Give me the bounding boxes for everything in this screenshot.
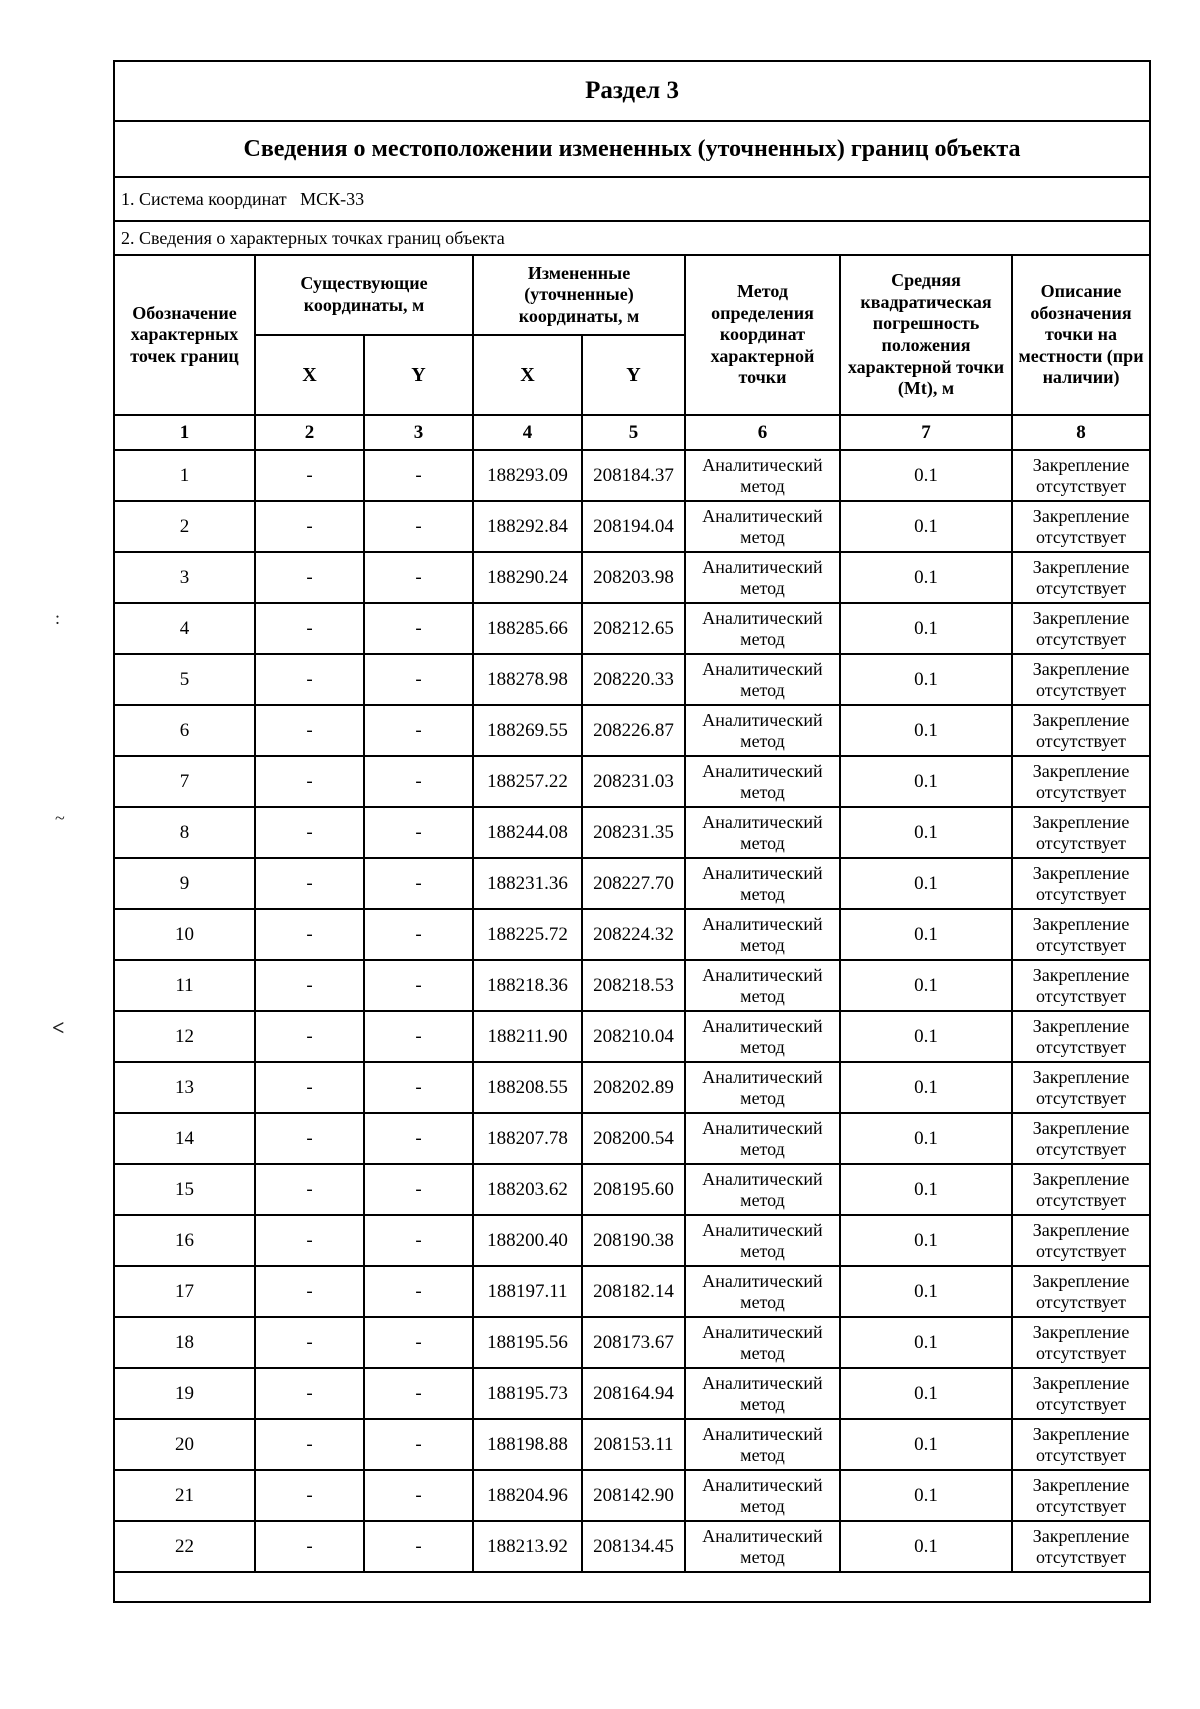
cell-existing-y: -	[364, 1419, 473, 1470]
cell-changed-x: 188218.36	[473, 960, 582, 1011]
header-method: Метод определения координат характерной точки	[685, 255, 840, 415]
cell-changed-x: 188200.40	[473, 1215, 582, 1266]
cell-point-number: 7	[114, 756, 255, 807]
cell-existing-y: -	[364, 960, 473, 1011]
cell-changed-y: 208202.89	[582, 1062, 685, 1113]
cell-description: Закрепление отсутствует	[1012, 960, 1150, 1011]
cell-changed-y: 208184.37	[582, 450, 685, 501]
header-existing-x: X	[255, 335, 364, 415]
section-title: Раздел 3	[114, 61, 1150, 121]
cell-changed-x: 188290.24	[473, 552, 582, 603]
cell-error: 0.1	[840, 552, 1012, 603]
table-row	[114, 501, 1150, 552]
cell-changed-y: 208226.87	[582, 705, 685, 756]
cell-point-number: 18	[114, 1317, 255, 1368]
cell-error: 0.1	[840, 450, 1012, 501]
cell-changed-y: 208164.94	[582, 1368, 685, 1419]
cell-existing-x: -	[255, 1266, 364, 1317]
cell-changed-x: 188195.56	[473, 1317, 582, 1368]
header-existing-y: Y	[364, 335, 473, 415]
cell-existing-y: -	[364, 501, 473, 552]
cell-description: Закрепление отсутствует	[1012, 1011, 1150, 1062]
cell-changed-y: 208218.53	[582, 960, 685, 1011]
cell-existing-x: -	[255, 1164, 364, 1215]
cell-point-number: 8	[114, 807, 255, 858]
cell-point-number: 9	[114, 858, 255, 909]
table-row	[114, 1011, 1150, 1062]
table-row	[114, 450, 1150, 501]
cell-description: Закрепление отсутствует	[1012, 705, 1150, 756]
cell-changed-x: 188213.92	[473, 1521, 582, 1572]
margin-mark: <	[52, 1015, 65, 1040]
cell-existing-x: -	[255, 705, 364, 756]
header-changed-x: X	[473, 335, 582, 415]
cell-changed-y: 208224.32	[582, 909, 685, 960]
cell-changed-x: 188285.66	[473, 603, 582, 654]
cell-changed-y: 208194.04	[582, 501, 685, 552]
cell-point-number: 1	[114, 450, 255, 501]
cell-method: Аналитический метод	[685, 450, 840, 501]
table-row	[114, 1368, 1150, 1419]
cell-description: Закрепление отсутствует	[1012, 1470, 1150, 1521]
cell-existing-x: -	[255, 960, 364, 1011]
cell-error: 0.1	[840, 756, 1012, 807]
cell-point-number: 16	[114, 1215, 255, 1266]
header-existing-coords: Существующие координаты, м	[255, 255, 473, 335]
cell-existing-y: -	[364, 654, 473, 705]
cell-description: Закрепление отсутствует	[1012, 807, 1150, 858]
column-number: 7	[840, 415, 1012, 450]
cell-description: Закрепление отсутствует	[1012, 1266, 1150, 1317]
cell-existing-y: -	[364, 1317, 473, 1368]
table-row	[114, 1164, 1150, 1215]
cell-changed-y: 208203.98	[582, 552, 685, 603]
column-number: 1	[114, 415, 255, 450]
cell-error: 0.1	[840, 1419, 1012, 1470]
column-number: 8	[1012, 415, 1150, 450]
cell-changed-y: 208220.33	[582, 654, 685, 705]
cell-method: Аналитический метод	[685, 909, 840, 960]
cell-existing-x: -	[255, 1215, 364, 1266]
cell-point-number: 4	[114, 603, 255, 654]
cell-method: Аналитический метод	[685, 858, 840, 909]
cell-point-number: 11	[114, 960, 255, 1011]
cell-error: 0.1	[840, 858, 1012, 909]
cell-point-number: 6	[114, 705, 255, 756]
cell-point-number: 19	[114, 1368, 255, 1419]
cell-point-number: 17	[114, 1266, 255, 1317]
table-row	[114, 705, 1150, 756]
cell-changed-x: 188203.62	[473, 1164, 582, 1215]
cell-changed-x: 188257.22	[473, 756, 582, 807]
cell-description: Закрепление отсутствует	[1012, 603, 1150, 654]
cell-method: Аналитический метод	[685, 603, 840, 654]
cell-description: Закрепление отсутствует	[1012, 654, 1150, 705]
cell-changed-x: 188269.55	[473, 705, 582, 756]
cell-error: 0.1	[840, 501, 1012, 552]
cell-method: Аналитический метод	[685, 1062, 840, 1113]
cell-existing-x: -	[255, 1113, 364, 1164]
cell-changed-x: 188292.84	[473, 501, 582, 552]
table-row	[114, 1419, 1150, 1470]
cell-changed-x: 188208.55	[473, 1062, 582, 1113]
table-row	[114, 1317, 1150, 1368]
cell-description: Закрепление отсутствует	[1012, 858, 1150, 909]
cell-method: Аналитический метод	[685, 756, 840, 807]
cell-error: 0.1	[840, 1521, 1012, 1572]
table-footer	[114, 1572, 1150, 1602]
cell-point-number: 12	[114, 1011, 255, 1062]
table-row	[114, 552, 1150, 603]
table-row	[114, 1521, 1150, 1572]
header-description: Описание обозначения точки на местности (при наличии)	[1012, 255, 1150, 415]
cell-existing-x: -	[255, 1419, 364, 1470]
cell-method: Аналитический метод	[685, 1368, 840, 1419]
cell-method: Аналитический метод	[685, 1317, 840, 1368]
cell-existing-y: -	[364, 1011, 473, 1062]
cell-error: 0.1	[840, 1266, 1012, 1317]
column-number: 3	[364, 415, 473, 450]
cell-changed-x: 188195.73	[473, 1368, 582, 1419]
document-sheet	[113, 60, 1149, 1603]
cell-changed-x: 188244.08	[473, 807, 582, 858]
cell-changed-y: 208231.03	[582, 756, 685, 807]
cell-existing-y: -	[364, 858, 473, 909]
cell-method: Аналитический метод	[685, 654, 840, 705]
cell-description: Закрепление отсутствует	[1012, 450, 1150, 501]
cell-existing-x: -	[255, 450, 364, 501]
table-row	[114, 960, 1150, 1011]
cell-existing-x: -	[255, 603, 364, 654]
cell-error: 0.1	[840, 807, 1012, 858]
cell-point-number: 13	[114, 1062, 255, 1113]
cell-existing-x: -	[255, 654, 364, 705]
cell-changed-y: 208182.14	[582, 1266, 685, 1317]
cell-existing-x: -	[255, 1317, 364, 1368]
header-point-id: Обозначение характерных точек границ	[114, 255, 255, 415]
cell-existing-y: -	[364, 1062, 473, 1113]
cell-changed-x: 188207.78	[473, 1113, 582, 1164]
cell-existing-x: -	[255, 552, 364, 603]
cell-error: 0.1	[840, 1164, 1012, 1215]
cell-method: Аналитический метод	[685, 705, 840, 756]
cell-existing-y: -	[364, 1113, 473, 1164]
cell-description: Закрепление отсутствует	[1012, 1113, 1150, 1164]
cell-existing-y: -	[364, 603, 473, 654]
cell-description: Закрепление отсутствует	[1012, 1368, 1150, 1419]
cell-error: 0.1	[840, 705, 1012, 756]
cell-method: Аналитический метод	[685, 1164, 840, 1215]
cell-existing-x: -	[255, 1011, 364, 1062]
cell-error: 0.1	[840, 1317, 1012, 1368]
cell-existing-x: -	[255, 807, 364, 858]
cell-existing-x: -	[255, 858, 364, 909]
margin-mark: :	[55, 608, 61, 628]
cell-description: Закрепление отсутствует	[1012, 1215, 1150, 1266]
cell-existing-y: -	[364, 1164, 473, 1215]
cell-changed-y: 208134.45	[582, 1521, 685, 1572]
cell-existing-y: -	[364, 1266, 473, 1317]
cell-method: Аналитический метод	[685, 501, 840, 552]
column-number: 6	[685, 415, 840, 450]
cell-description: Закрепление отсутствует	[1012, 1164, 1150, 1215]
table-row	[114, 654, 1150, 705]
cell-existing-y: -	[364, 450, 473, 501]
cell-changed-x: 188278.98	[473, 654, 582, 705]
cell-changed-x: 188198.88	[473, 1419, 582, 1470]
cell-changed-y: 208227.70	[582, 858, 685, 909]
cell-existing-y: -	[364, 909, 473, 960]
cell-existing-x: -	[255, 501, 364, 552]
cell-changed-x: 188225.72	[473, 909, 582, 960]
table-row	[114, 1266, 1150, 1317]
table-row	[114, 603, 1150, 654]
cell-description: Закрепление отсутствует	[1012, 1521, 1150, 1572]
cell-point-number: 3	[114, 552, 255, 603]
cell-point-number: 22	[114, 1521, 255, 1572]
header-changed-y: Y	[582, 335, 685, 415]
cell-point-number: 10	[114, 909, 255, 960]
cell-method: Аналитический метод	[685, 1470, 840, 1521]
header-error: Средняя квадратическая погрешность положения характерной точки (Mt), м	[840, 255, 1012, 415]
table-row	[114, 1062, 1150, 1113]
cell-point-number: 21	[114, 1470, 255, 1521]
table-row	[114, 1113, 1150, 1164]
cell-method: Аналитический метод	[685, 1521, 840, 1572]
cell-error: 0.1	[840, 1470, 1012, 1521]
cell-existing-x: -	[255, 1470, 364, 1521]
cell-changed-x: 188231.36	[473, 858, 582, 909]
cell-method: Аналитический метод	[685, 1113, 840, 1164]
cell-description: Закрепление отсутствует	[1012, 909, 1150, 960]
cell-error: 0.1	[840, 1011, 1012, 1062]
cell-changed-y: 208231.35	[582, 807, 685, 858]
cell-existing-x: -	[255, 1368, 364, 1419]
cell-changed-y: 208195.60	[582, 1164, 685, 1215]
table-row	[114, 1470, 1150, 1521]
cell-changed-y: 208153.11	[582, 1419, 685, 1470]
cell-error: 0.1	[840, 960, 1012, 1011]
cell-point-number: 5	[114, 654, 255, 705]
cell-description: Закрепление отсутствует	[1012, 1419, 1150, 1470]
cell-description: Закрепление отсутствует	[1012, 1317, 1150, 1368]
cell-method: Аналитический метод	[685, 1266, 840, 1317]
cell-changed-x: 188197.11	[473, 1266, 582, 1317]
table-row	[114, 909, 1150, 960]
table-row	[114, 756, 1150, 807]
column-number: 2	[255, 415, 364, 450]
cell-changed-y: 208142.90	[582, 1470, 685, 1521]
cell-existing-y: -	[364, 807, 473, 858]
cell-existing-y: -	[364, 1368, 473, 1419]
table-row	[114, 807, 1150, 858]
cell-error: 0.1	[840, 1062, 1012, 1113]
cell-error: 0.1	[840, 1368, 1012, 1419]
cell-changed-y: 208190.38	[582, 1215, 685, 1266]
cell-method: Аналитический метод	[685, 552, 840, 603]
cell-existing-y: -	[364, 756, 473, 807]
table-row	[114, 858, 1150, 909]
header-changed-coords: Измененные (уточненные) координаты, м	[473, 255, 685, 335]
cell-method: Аналитический метод	[685, 960, 840, 1011]
cell-existing-y: -	[364, 705, 473, 756]
cell-changed-x: 188293.09	[473, 450, 582, 501]
cell-existing-y: -	[364, 1521, 473, 1572]
cell-error: 0.1	[840, 654, 1012, 705]
cell-existing-x: -	[255, 1521, 364, 1572]
cell-method: Аналитический метод	[685, 1011, 840, 1062]
cell-existing-x: -	[255, 756, 364, 807]
cell-changed-x: 188204.96	[473, 1470, 582, 1521]
cell-changed-x: 188211.90	[473, 1011, 582, 1062]
cell-method: Аналитический метод	[685, 1419, 840, 1470]
cell-method: Аналитический метод	[685, 807, 840, 858]
cell-existing-x: -	[255, 909, 364, 960]
boundary-points-table	[113, 60, 1151, 1603]
cell-method: Аналитический метод	[685, 1215, 840, 1266]
cell-existing-x: -	[255, 1062, 364, 1113]
cell-description: Закрепление отсутствует	[1012, 756, 1150, 807]
cell-error: 0.1	[840, 1113, 1012, 1164]
cell-existing-y: -	[364, 1215, 473, 1266]
cell-changed-y: 208210.04	[582, 1011, 685, 1062]
page-subtitle: Сведения о местоположении измененных (уточненных) границ объекта	[114, 121, 1150, 177]
cell-point-number: 2	[114, 501, 255, 552]
cell-error: 0.1	[840, 909, 1012, 960]
column-numbers-row	[114, 415, 1150, 450]
table-row	[114, 1215, 1150, 1266]
column-number: 5	[582, 415, 685, 450]
cell-existing-y: -	[364, 552, 473, 603]
cell-point-number: 20	[114, 1419, 255, 1470]
cell-description: Закрепление отсутствует	[1012, 552, 1150, 603]
cell-error: 0.1	[840, 603, 1012, 654]
cell-changed-y: 208212.65	[582, 603, 685, 654]
points-heading: 2. Сведения о характерных точках границ объекта	[114, 221, 1150, 255]
cell-existing-y: -	[364, 1470, 473, 1521]
cell-description: Закрепление отсутствует	[1012, 1062, 1150, 1113]
column-number: 4	[473, 415, 582, 450]
margin-mark: ~	[55, 808, 65, 828]
cell-description: Закрепление отсутствует	[1012, 501, 1150, 552]
cell-error: 0.1	[840, 1215, 1012, 1266]
cell-changed-y: 208200.54	[582, 1113, 685, 1164]
cell-point-number: 15	[114, 1164, 255, 1215]
cell-changed-y: 208173.67	[582, 1317, 685, 1368]
coord-system: 1. Система координат МСК-33	[114, 177, 1150, 221]
cell-point-number: 14	[114, 1113, 255, 1164]
